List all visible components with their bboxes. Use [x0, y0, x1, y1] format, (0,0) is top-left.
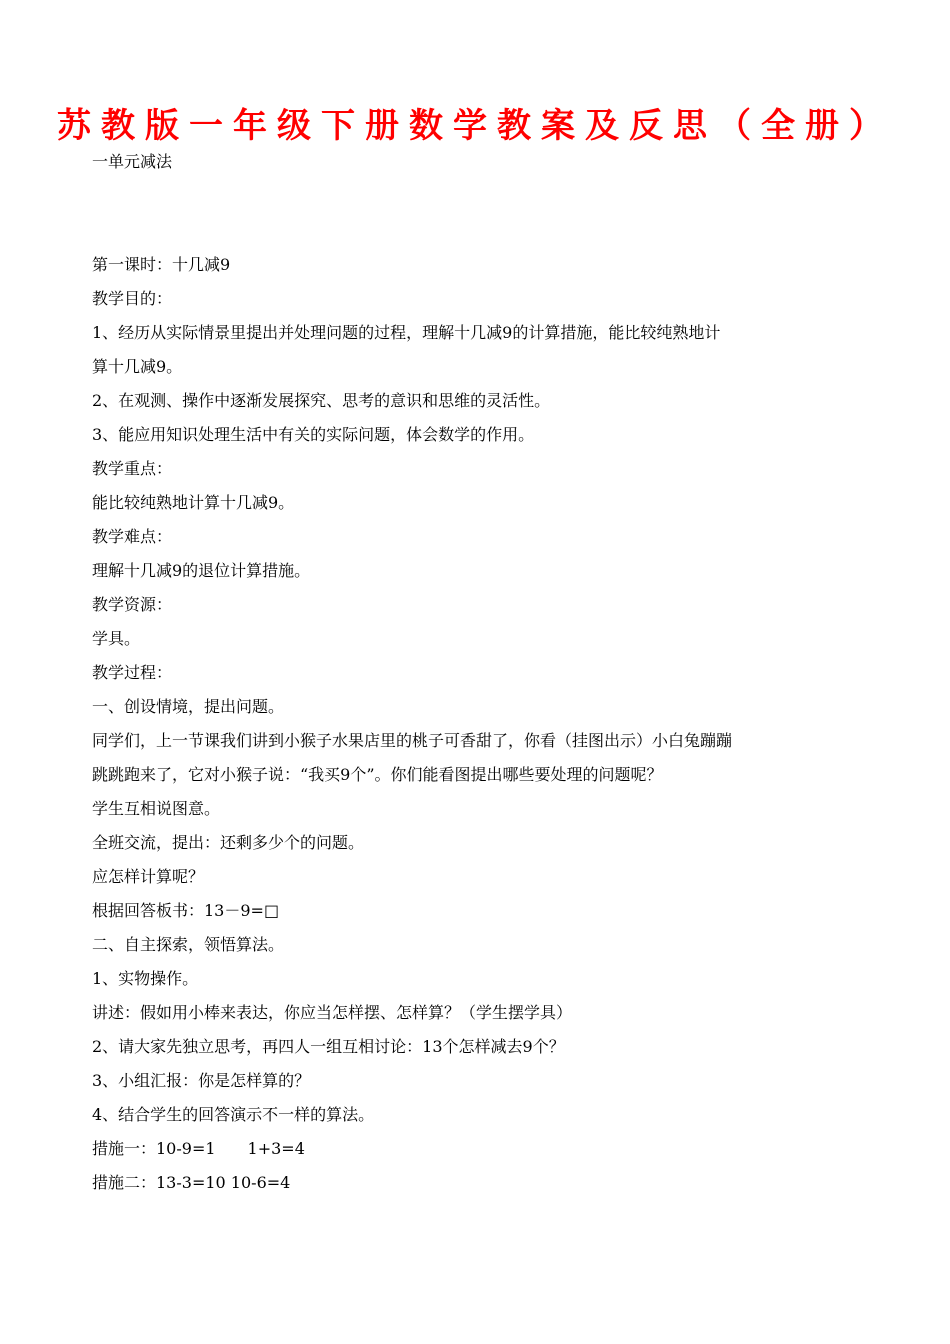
body-line: 第一课时：十几减9	[92, 255, 231, 274]
body-line: 教学资源：	[92, 595, 173, 614]
body-line: 二、自主探索，领悟算法。	[92, 935, 285, 954]
body-line: 教学重点：	[92, 459, 173, 478]
body-line: 根据回答板书：13－9=□	[92, 901, 280, 920]
document-title: 苏教版一年级下册数学教案及反思（全册）	[57, 106, 893, 146]
body-line: 全班交流，提出：还剩多少个的问题。	[92, 833, 365, 852]
body-line: 措施二：13-3=10 10-6=4	[92, 1173, 291, 1192]
body-line: 学具。	[92, 629, 141, 648]
body-line: 一、创设情境，提出问题。	[92, 697, 285, 716]
body-line: 1、实物操作。	[92, 969, 199, 988]
body-line: 同学们，上一节课我们讲到小猴子水果店里的桃子可香甜了，你看（挂图出示）小白兔蹦蹦	[92, 731, 733, 750]
body-line: 教学目的：	[92, 289, 173, 308]
body-line: 能比较纯熟地计算十几减9。	[92, 493, 295, 512]
body-line: 跳跳跑来了，它对小猴子说：“我买9个”。你们能看图提出哪些要处理的问题呢？	[92, 765, 663, 784]
body-line: 教学过程：	[92, 663, 173, 682]
body-line: 3、能应用知识处理生活中有关的实际问题，体会数学的作用。	[92, 425, 535, 444]
body-line: 应怎样计算呢？	[92, 867, 205, 886]
body-line: 2、请大家先独立思考，再四人一组互相讨论：13个怎样减去9个？	[92, 1037, 565, 1056]
body-line: 措施一：10-9=1 1+3=4	[92, 1139, 305, 1158]
body-line: 算十几减9。	[92, 357, 183, 376]
body-line: 学生互相说图意。	[92, 799, 221, 818]
document-body	[92, 253, 868, 1205]
body-line: 4、结合学生的回答演示不一样的算法。	[92, 1105, 375, 1124]
body-line: 3、小组汇报：你是怎样算的？	[92, 1071, 311, 1090]
body-line: 2、在观测、操作中逐渐发展探究、思考的意识和思维的灵活性。	[92, 391, 551, 410]
body-line: 讲述：假如用小棒来表达，你应当怎样摆、怎样算？（学生摆学具）	[92, 1003, 573, 1022]
unit-heading: 一单元减法	[92, 152, 173, 171]
body-line: 教学难点：	[92, 527, 173, 546]
body-line: 1、经历从实际情景里提出并处理问题的过程，理解十几减9的计算措施，能比较纯熟地计	[92, 323, 721, 342]
body-line: 理解十几减9的退位计算措施。	[92, 561, 311, 580]
